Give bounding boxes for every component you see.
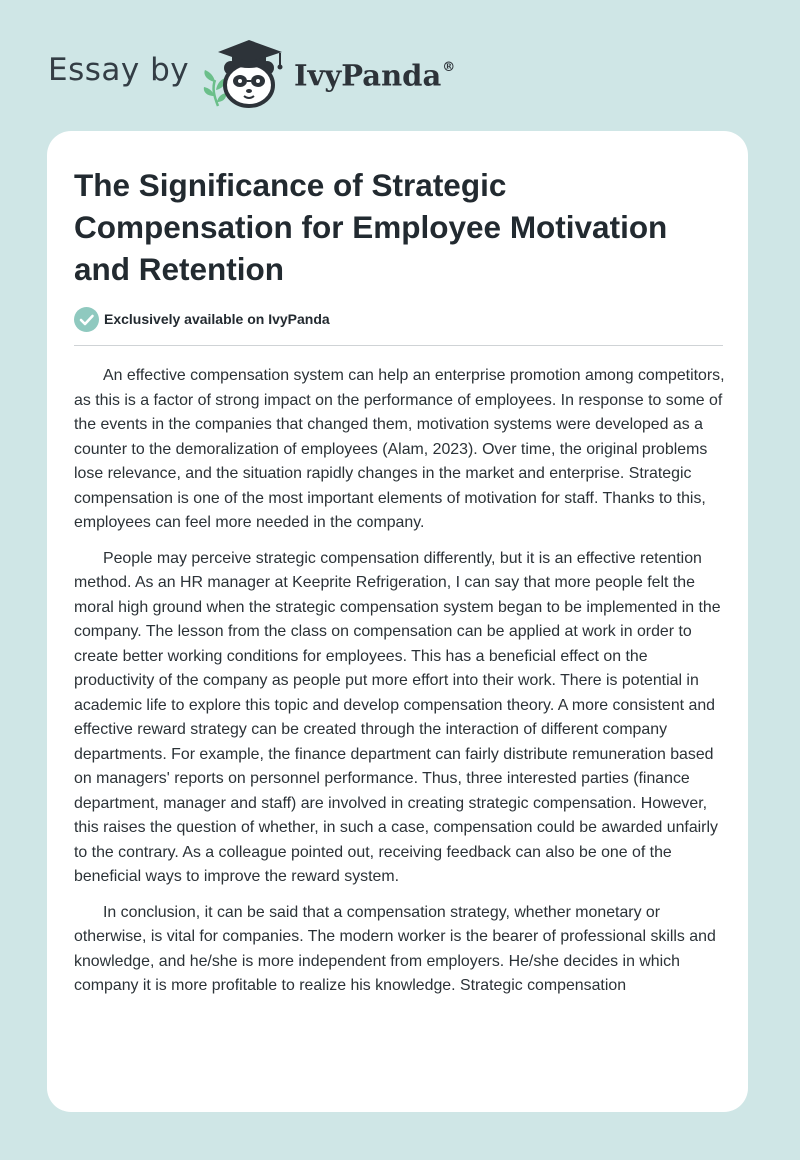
panda-graduate-logo-icon[interactable] [196, 30, 292, 112]
essay-by-label: Essay by [48, 52, 190, 88]
brand-wordmark[interactable] [294, 53, 455, 95]
essay-card [47, 131, 748, 1112]
brand-name: IvyPanda [294, 58, 442, 93]
registered-mark: ® [442, 60, 456, 75]
essay-title: The Significance of Strategic Compensation for Employee Motivation and Retention [74, 167, 668, 287]
divider [74, 345, 723, 346]
paragraph: In conclusion, it can be said that a compensation strategy, whether monetary or otherwise, is vital for companies. The modern worker is the bearer of professional skills and knowledge, and he/she is more independent from employers. He/she decides in which company it is more profitable to realize his knowledge. Strategic compensation [74, 903, 716, 994]
exclusive-badge-label: Exclusively available on IvyPanda [104, 311, 330, 327]
check-circle-icon [74, 307, 99, 332]
paragraph: An effective compensation system can help an enterprise promotion among competitors, as this is a factor of strong impact on the performance of employees. In response to some of the events in the companies that changed them, motivation systems were developed as a counter to the demoralization of employees (Alam, 2023). Over time, the original problems lose relevance, and the situation rapidly changes in the market and enterprise. Strategic compensation is one of the most important elements of motivation for staff. Thanks to this, employees can feel more needed in the company. [74, 367, 725, 531]
site-header [0, 0, 800, 130]
paragraph: People may perceive strategic compensation differently, but it is an effective retention method. As an HR manager at Keeprite Refrigeration, I can say that more people felt the moral high ground when the strategic compensation system began to be implemented in the company. The lesson from the class on compensation can be applied at work in order to create better working conditions for employees. This has a beneficial effect on the productivity of the company as people put more effort into their work. There is potential in academic life to explore this topic and develop compensation theory. A more consistent and effective reward strategy can be created through the interaction of different company departments. For example, the finance department can fairly distribute remuneration based on managers' reports on personnel performance. Thus, three interested parties (finance department, manager and staff) are involved in creating strategic compensation. However, this raises the question of whether, in such a case, compensation could be awarded unfairly to the contrary. As a colleague pointed out, receiving feedback can also be one of the beneficial ways to improve the reward system. [74, 549, 721, 885]
essay-body [74, 364, 725, 1010]
exclusive-badge [74, 306, 330, 332]
